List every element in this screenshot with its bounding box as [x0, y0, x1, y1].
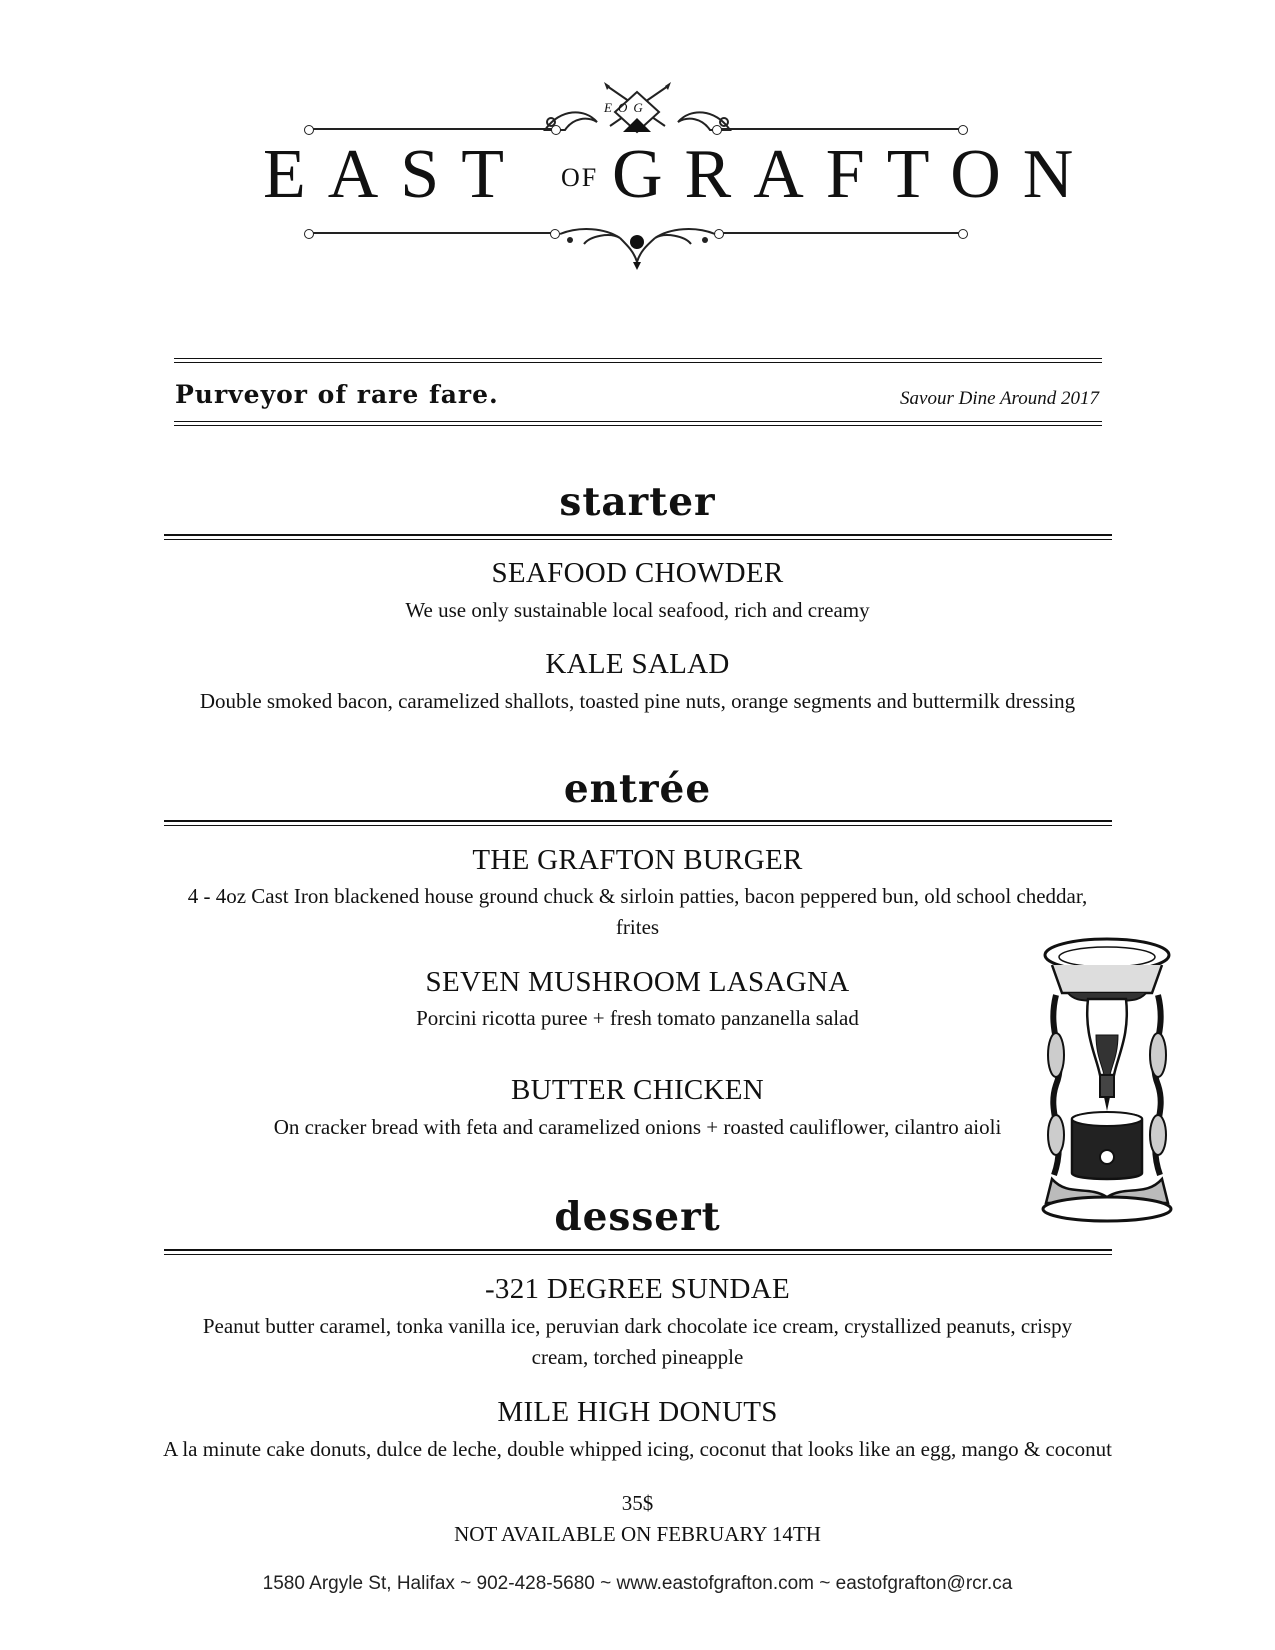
item-name: SEVEN MUSHROOM LASAGNA: [425, 966, 850, 998]
logo-top-rule-right: [720, 128, 960, 130]
logo-top-rule-left: [312, 128, 553, 130]
hourglass-icon: [1038, 935, 1176, 1225]
item-desc: Double smoked bacon, caramelized shallots, toasted pine nuts, orange segments and buttermilk dressing: [199, 689, 1076, 713]
monogram: [604, 100, 649, 116]
logo: [0, 0, 1275, 300]
band-bottom-rule: [174, 421, 1102, 426]
footer-contact: 1580 Argyle St, Halifax ~ 902-428-5680 ~ www.eastofgrafton.com ~ eastofgrafton@rcr.ca: [262, 1573, 1013, 1594]
section-title-entree: entrée: [563, 766, 712, 812]
item-desc: On cracker bread with feta and caramelized onions + roasted cauliflower, cilantro aioli: [273, 1115, 1002, 1139]
section-title-dessert: dessert: [554, 1194, 721, 1240]
item-desc: 4 - 4oz Cast Iron blackened house ground chuck & sirloin patties, bacon peppered bun, old school cheddar, frites: [187, 884, 1088, 939]
item-desc: Peanut butter caramel, tonka vanilla ice, peruvian dark chocolate ice cream, crystallized peanuts, crispy cream, torched pineapple: [202, 1314, 1073, 1369]
item-name: BUTTER CHICKEN: [510, 1074, 765, 1106]
monogram-text: EOG: [604, 100, 649, 115]
item-desc: Porcini ricotta puree + fresh tomato panzanella salad: [416, 1006, 859, 1030]
item-desc: A la minute cake donuts, dulce de leche, double whipped icing, coconut that looks like an egg, mango & coconut: [163, 1437, 1112, 1461]
price: 35$: [621, 1491, 654, 1515]
item-name: SEAFOOD CHOWDER: [491, 557, 784, 589]
availability-notice: NOT AVAILABLE ON FEBRUARY 14TH: [454, 1522, 821, 1546]
item-name: MILE HIGH DONUTS: [497, 1396, 778, 1428]
band-top-rule: [174, 358, 1102, 363]
logo-word-grafton: GRAFTON: [612, 136, 1096, 213]
item-name: KALE SALAD: [545, 648, 730, 680]
item-name: -321 DEGREE SUNDAE: [484, 1273, 791, 1305]
event-name: Savour Dine Around 2017: [900, 388, 1099, 409]
logo-bottom-rule-left: [312, 232, 552, 234]
section-rule-starter: [164, 534, 1112, 540]
section-rule-dessert: [164, 1249, 1112, 1255]
item-desc: We use only sustainable local seafood, rich and creamy: [405, 598, 870, 622]
logo-bottom-ornament: [550, 222, 725, 272]
logo-bottom-rule-right: [722, 232, 960, 234]
item-name: THE GRAFTON BURGER: [472, 844, 803, 876]
logo-word-east: EAST: [263, 136, 526, 213]
section-rule-entree: [164, 820, 1112, 826]
logo-word-of: OF: [561, 163, 599, 192]
section-title-starter: starter: [559, 479, 716, 525]
tagline: Purveyor of rare fare.: [175, 380, 499, 409]
